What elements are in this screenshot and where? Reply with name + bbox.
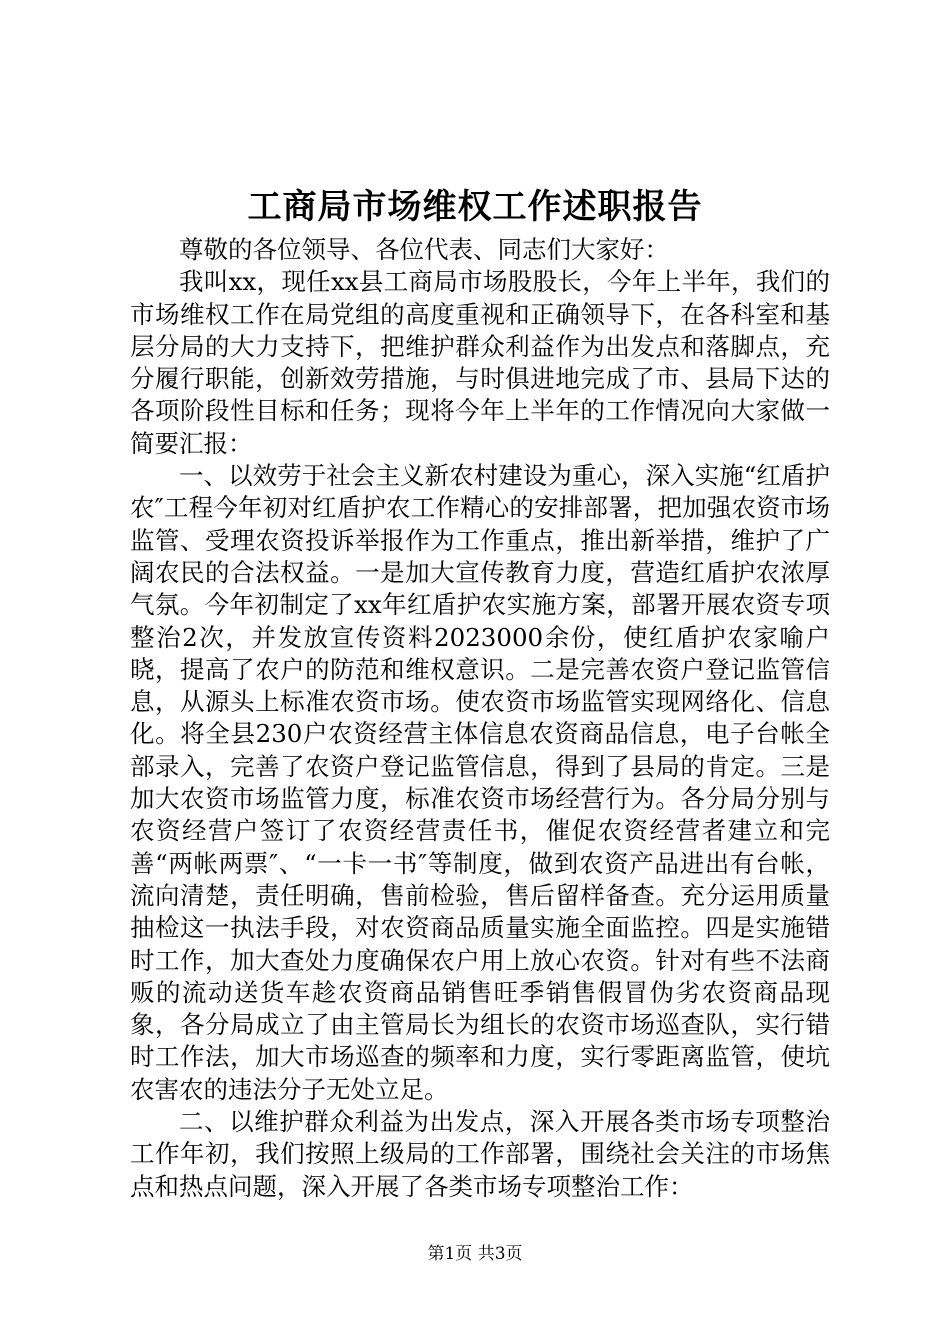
document-body — [130, 234, 830, 1203]
paragraph-section-two: 二、以维护群众利益为出发点，深入开展各类市场专项整治工作年初，我们按照上级局的工作部署，围绕社会关注的市场焦点和热点问题，深入开展了各类市场专项整治工作： — [130, 1107, 830, 1201]
paragraph-introduction: 我叫xx，现任xx县工商局市场股股长，今年上半年，我们的市场维权工作在局党组的高度重视和正确领导下，在各科室和基层分局的大力支持下，把维护群众利益作为出发点和落脚点，充分履行职能，创新效劳措施，与时俱进地完成了市、县局下达的各项阶段性目标和任务；现将今年上半年的工作情况向大家做一简要汇报： — [130, 267, 830, 458]
page-number-footer: 第1页 共3页 — [427, 1244, 523, 1264]
paragraph-greeting: 尊敬的各位领导、各位代表、同志们大家好： — [179, 235, 669, 264]
paragraph-section-one: 一、以效劳于社会主义新农村建设为重心，深入实施“红盾护农″工程今年初对红盾护农工作精心的安排部署，把加强农资市场监管、受理农资投诉举报作为工作重点，推出新举措，维护了广阔农民的合法权益。一是加大宣传教育力度，营造红盾护农浓厚气氛。今年初制定了xx年红盾护农实施方案，部署开展农资专项整治2次，并发放宣传资料2023000余份，使红盾护农家喻户晓，提高了农户的防范和维权意识。二是完善农资户登记监管信息，从源头上标准农资市场。使农资市场监管实现网络化、信息化。将全县230户农资经营主体信息农资商品信息，电子台帐全部录入，完善了农资户登记监管信息，得到了县局的肯定。三是加大农资市场监管力度，标准农资市场经营行为。各分局分别与农资经营户签订了农资经营责任书，催促农资经营者建立和完善“两帐两票″、“一卡一书″等制度，做到农资产品进出有台帐，流向清楚，责任明确，售前检验，售后留样备查。充分运用质量抽检这一执法手段，对农资商品质量实施全面监控。四是实施错时工作，加大查处力度确保农户用上放心农资。针对有些不法商贩的流动送货车趁农资商品销售旺季销售假冒伪劣农资商品现象，各分局成立了由主管局长为组长的农资市场巡查队，实行错时工作法，加大市场巡查的频率和力度，实行零距离监管，使坑农害农的违法分子无处立足。 — [130, 461, 830, 1104]
document-title: 工商局市场维权工作述职报告 — [247, 187, 703, 227]
